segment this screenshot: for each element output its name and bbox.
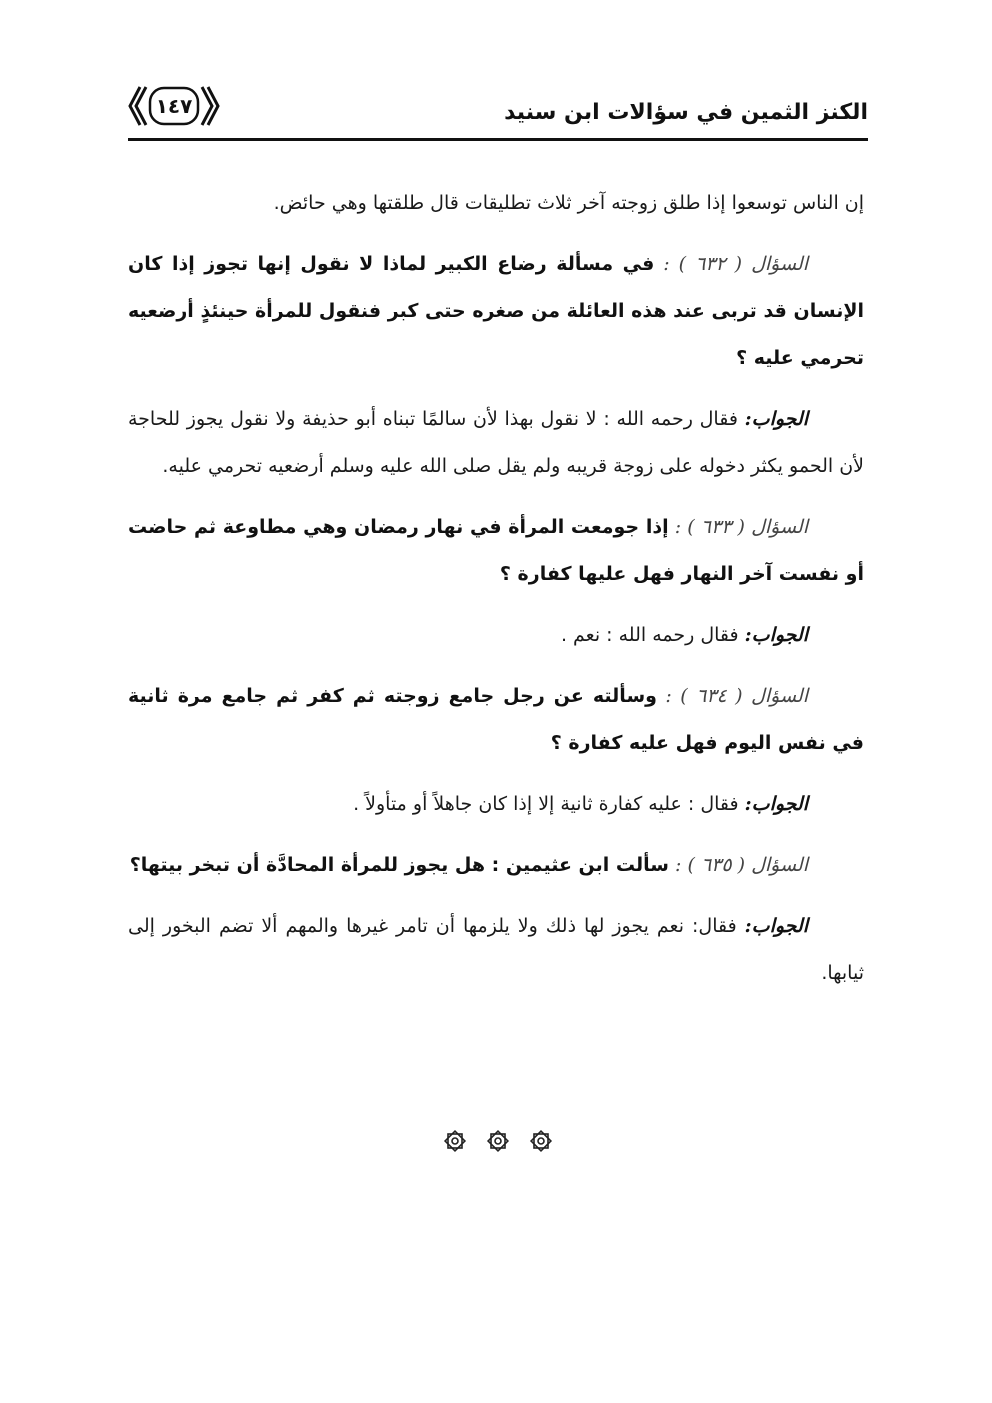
star-flower-ornament-icon bbox=[528, 1128, 554, 1154]
answer-text: فقال رحمه الله : لا نقول بهذا لأن سالمًا تبناه أبو حذيفة ولا نقول يجوز للحاجة لأن الحمو يكثر دخوله على زوجة قريبه ولم يقل صلى الله عليه وسلم أرضعيه تحرمي عليه. bbox=[128, 408, 864, 477]
header-divider bbox=[128, 138, 868, 141]
answer-label: الجواب: bbox=[744, 408, 808, 430]
answer-paragraph bbox=[128, 903, 864, 997]
question-label: السؤال ( ٦٣٣ ) : bbox=[674, 516, 808, 538]
answer-text: فقال: نعم يجوز لها ذلك ولا يلزمها أن تامر غيرها والمهم ألا تضم البخور إلى ثيابها. bbox=[128, 915, 864, 984]
question-text: في مسألة رضاع الكبير لماذا لا نقول إنها تجوز إذا كان الإنسان قد تربى عند هذه العائلة من صغره حتى كبر فنقول للمرأة حينئذٍ أرضعيه تحرمي عليه ؟ bbox=[128, 253, 864, 369]
answer-paragraph bbox=[128, 612, 864, 659]
answer-text: فقال رحمه الله : نعم . bbox=[560, 624, 739, 646]
answer-label: الجواب: bbox=[744, 915, 808, 937]
question-text: سألت ابن عثيمين : هل يجوز للمرأة المحادَّة أن تبخر بيتها؟ bbox=[129, 854, 669, 876]
question-paragraph bbox=[128, 504, 864, 598]
paragraph-text: إن الناس توسعوا إذا طلق زوجته آخر ثلاث تطليقات قال طلقتها وهي حائض. bbox=[273, 192, 864, 214]
star-flower-ornament-icon bbox=[485, 1128, 511, 1154]
document-body bbox=[128, 180, 864, 1011]
question-paragraph bbox=[128, 673, 864, 767]
answer-paragraph bbox=[128, 781, 864, 828]
question-text: وسألته عن رجل جامع زوجته ثم كفر ثم جامع مرة ثانية في نفس اليوم فهل عليه كفارة ؟ bbox=[128, 685, 864, 754]
star-flower-ornament-icon bbox=[442, 1128, 468, 1154]
question-label: السؤال ( ٦٣٥ ) : bbox=[675, 854, 808, 876]
answer-text: فقال : عليه كفارة ثانية إلا إذا كان جاهلاً أو متأولاً . bbox=[353, 793, 739, 815]
question-text: إذا جومعت المرأة في نهار رمضان وهي مطاوعة ثم حاضت أو نفست آخر النهار فهل عليها كفارة ؟ bbox=[128, 516, 864, 585]
paragraph-continuation bbox=[128, 180, 864, 227]
question-paragraph bbox=[128, 842, 864, 889]
answer-paragraph bbox=[128, 396, 864, 490]
question-label: السؤال ( ٦٣٤ ) : bbox=[665, 685, 808, 707]
answer-label: الجواب: bbox=[744, 624, 808, 646]
question-label: السؤال ( ٦٣٢ ) : bbox=[663, 253, 808, 275]
question-paragraph bbox=[128, 241, 864, 382]
page-header bbox=[128, 84, 868, 140]
page-number: ١٤٧ bbox=[155, 94, 193, 118]
book-title: الكنز الثمين في سؤالات ابن سنيد bbox=[504, 100, 868, 125]
page-number-badge bbox=[128, 84, 220, 128]
section-end-ornaments bbox=[128, 1128, 868, 1164]
answer-label: الجواب: bbox=[744, 793, 808, 815]
